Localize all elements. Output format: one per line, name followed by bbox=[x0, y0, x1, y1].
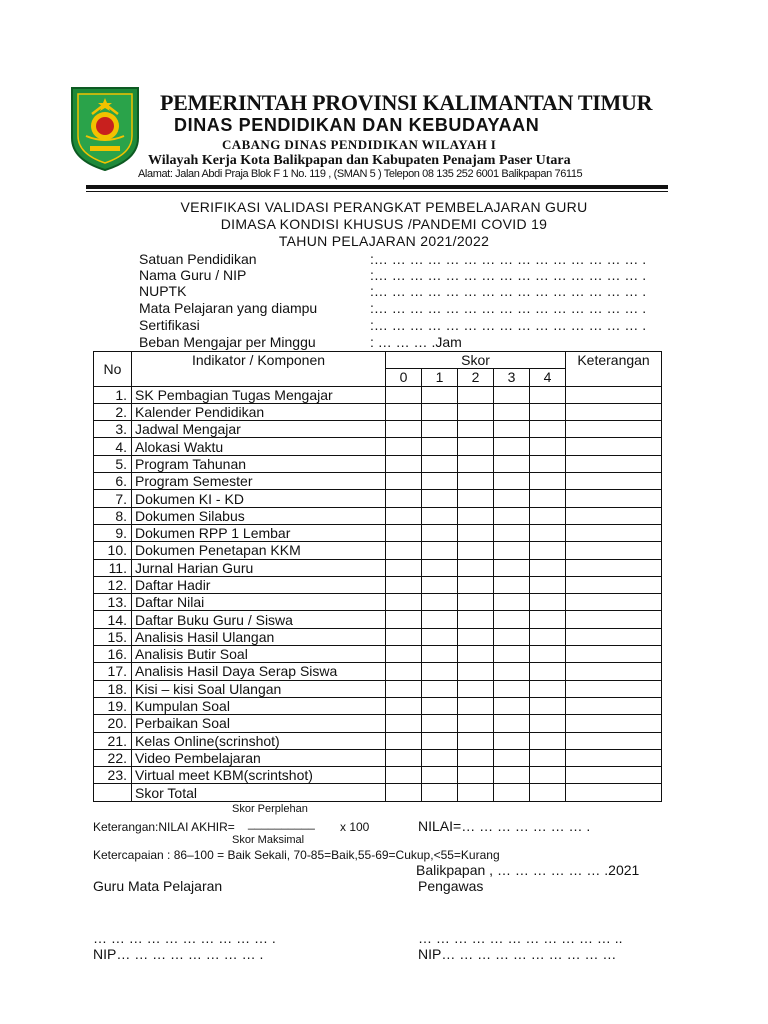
score-cell[interactable] bbox=[458, 507, 494, 524]
total-score-cell[interactable] bbox=[530, 784, 566, 801]
score-cell[interactable] bbox=[494, 767, 530, 784]
score-cell[interactable] bbox=[530, 594, 566, 611]
score-cell[interactable] bbox=[494, 628, 530, 645]
score-cell[interactable] bbox=[422, 646, 458, 663]
score-cell[interactable] bbox=[422, 715, 458, 732]
header-address: Alamat: Jalan Abdi Praja Blok F 1 No. 119 , (SMAN 5 ) Telepon 08 135 252 6001 Balikpapan 76115 bbox=[138, 168, 583, 180]
nilai-field: NILAI=… … … … … … … . bbox=[418, 818, 591, 834]
doc-title: VERIFIKASI VALIDASI PERANGKAT PEMBELAJARAN GURU bbox=[180, 199, 588, 215]
score-cell[interactable] bbox=[494, 663, 530, 680]
row-indicator: Dokumen Penetapan KKM bbox=[132, 542, 386, 559]
table-row bbox=[94, 646, 662, 663]
row-indicator: Jadwal Mengajar bbox=[132, 421, 386, 438]
table-row bbox=[94, 542, 662, 559]
score-cell[interactable] bbox=[458, 542, 494, 559]
score-cell[interactable] bbox=[458, 490, 494, 507]
total-score-cell[interactable] bbox=[458, 784, 494, 801]
score-cell[interactable] bbox=[494, 559, 530, 576]
row-number: 17. bbox=[94, 663, 132, 680]
score-cell[interactable] bbox=[422, 749, 458, 766]
header-indikator: Indikator / Komponen bbox=[132, 352, 386, 387]
keterangan-cell[interactable] bbox=[566, 715, 662, 732]
field-value: :… … … … … … … … … … … … … … … . bbox=[370, 251, 647, 267]
skor-maksimal-label: Skor Maksimal bbox=[232, 834, 305, 846]
keterangan-cell[interactable] bbox=[566, 594, 662, 611]
table-row bbox=[94, 628, 662, 645]
score-cell[interactable] bbox=[386, 732, 422, 749]
row-number: 8. bbox=[94, 507, 132, 524]
keterangan-cell[interactable] bbox=[566, 646, 662, 663]
total-label: Skor Total bbox=[132, 784, 386, 801]
score-cell[interactable] bbox=[458, 732, 494, 749]
keterangan-cell[interactable] bbox=[566, 455, 662, 472]
score-cell[interactable] bbox=[530, 732, 566, 749]
total-score-cell[interactable] bbox=[422, 784, 458, 801]
field-value: :… … … … … … … … … … … … … … … . bbox=[370, 283, 647, 299]
score-cell[interactable] bbox=[530, 680, 566, 697]
score-cell[interactable] bbox=[386, 438, 422, 455]
keterangan-cell[interactable] bbox=[566, 749, 662, 766]
row-indicator: Daftar Nilai bbox=[132, 594, 386, 611]
table-row bbox=[94, 663, 662, 680]
keterangan-cell[interactable] bbox=[566, 663, 662, 680]
row-number: 6. bbox=[94, 473, 132, 490]
score-cell[interactable] bbox=[422, 524, 458, 541]
score-cell[interactable] bbox=[530, 611, 566, 628]
score-cell[interactable] bbox=[386, 594, 422, 611]
row-indicator: Daftar Buku Guru / Siswa bbox=[132, 611, 386, 628]
row-indicator: Dokumen Silabus bbox=[132, 507, 386, 524]
field-value: :… … … … … … … … … … … … … … … . bbox=[370, 300, 647, 316]
score-cell[interactable] bbox=[494, 732, 530, 749]
keterangan-cell[interactable] bbox=[566, 697, 662, 714]
table-row bbox=[94, 490, 662, 507]
score-cell[interactable] bbox=[530, 490, 566, 507]
row-indicator: Kisi – kisi Soal Ulangan bbox=[132, 680, 386, 697]
keterangan-cell[interactable] bbox=[566, 386, 662, 403]
row-indicator: Dokumen RPP 1 Lembar bbox=[132, 524, 386, 541]
score-cell[interactable] bbox=[530, 715, 566, 732]
score-cell[interactable] bbox=[386, 455, 422, 472]
table-row bbox=[94, 438, 662, 455]
row-indicator: Dokumen KI - KD bbox=[132, 490, 386, 507]
score-cell[interactable] bbox=[458, 767, 494, 784]
score-cell[interactable] bbox=[494, 715, 530, 732]
keterangan-cell[interactable] bbox=[566, 524, 662, 541]
score-cell[interactable] bbox=[494, 576, 530, 593]
score-cell[interactable] bbox=[530, 749, 566, 766]
score-cell[interactable] bbox=[422, 542, 458, 559]
score-cell[interactable] bbox=[422, 421, 458, 438]
skor-perolehan-label: Skor Perplehan bbox=[232, 803, 308, 815]
row-number: 14. bbox=[94, 611, 132, 628]
score-cell[interactable] bbox=[386, 767, 422, 784]
total-keterangan-cell[interactable] bbox=[566, 784, 662, 801]
row-indicator: Kalender Pendidikan bbox=[132, 403, 386, 420]
row-number: 9. bbox=[94, 524, 132, 541]
row-number: 2. bbox=[94, 403, 132, 420]
score-cell[interactable] bbox=[530, 628, 566, 645]
keterangan-cell[interactable] bbox=[566, 421, 662, 438]
score-cell[interactable] bbox=[494, 507, 530, 524]
row-indicator: Analisis Hasil Daya Serap Siswa bbox=[132, 663, 386, 680]
row-number: 18. bbox=[94, 680, 132, 697]
field-label: Nama Guru / NIP bbox=[139, 267, 247, 283]
score-cell[interactable] bbox=[422, 438, 458, 455]
doc-subtitle: DIMASA KONDISI KHUSUS /PANDEMI COVID 19 bbox=[220, 216, 548, 232]
score-cell[interactable] bbox=[458, 473, 494, 490]
row-number: 10. bbox=[94, 542, 132, 559]
score-cell[interactable] bbox=[530, 646, 566, 663]
field-value: :… … … … … … … … … … … … … … … . bbox=[370, 267, 647, 283]
keterangan-cell[interactable] bbox=[566, 767, 662, 784]
total-score-cell[interactable] bbox=[386, 784, 422, 801]
keterangan-cell[interactable] bbox=[566, 611, 662, 628]
score-cell[interactable] bbox=[422, 576, 458, 593]
score-cell[interactable] bbox=[386, 576, 422, 593]
score-cell[interactable] bbox=[494, 680, 530, 697]
score-col-1: 1 bbox=[422, 369, 458, 386]
score-cell[interactable] bbox=[386, 490, 422, 507]
keterangan-cell[interactable] bbox=[566, 680, 662, 697]
table-row bbox=[94, 524, 662, 541]
header-skor: Skor bbox=[386, 352, 566, 369]
keterangan-cell[interactable] bbox=[566, 490, 662, 507]
score-cell[interactable] bbox=[422, 732, 458, 749]
table-row bbox=[94, 559, 662, 576]
row-number: 3. bbox=[94, 421, 132, 438]
header-no: No bbox=[94, 352, 132, 387]
score-cell[interactable] bbox=[530, 663, 566, 680]
keterangan-cell[interactable] bbox=[566, 559, 662, 576]
table-row bbox=[94, 715, 662, 732]
table-row bbox=[94, 403, 662, 420]
nilai-akhir-label: Keterangan:NILAI AKHIR= bbox=[93, 820, 235, 834]
fraction-line: __________ bbox=[248, 816, 315, 830]
table-header-row bbox=[94, 352, 662, 369]
score-cell[interactable] bbox=[422, 697, 458, 714]
score-cell[interactable] bbox=[386, 628, 422, 645]
verification-table bbox=[93, 351, 662, 802]
score-cell[interactable] bbox=[458, 628, 494, 645]
row-number: 1. bbox=[94, 386, 132, 403]
doc-year: TAHUN PELAJARAN 2021/2022 bbox=[278, 233, 490, 249]
score-cell[interactable] bbox=[422, 680, 458, 697]
pengawas-signature-line: … … … … … … … … … … … .. bbox=[418, 930, 623, 946]
row-number: 5. bbox=[94, 455, 132, 472]
score-cell[interactable] bbox=[530, 455, 566, 472]
score-cell[interactable] bbox=[458, 697, 494, 714]
header-wilayah: Wilayah Kerja Kota Balikpapan dan Kabupaten Penajam Paser Utara bbox=[148, 153, 571, 168]
keterangan-cell[interactable] bbox=[566, 576, 662, 593]
score-cell[interactable] bbox=[422, 767, 458, 784]
header-divider-thin bbox=[86, 191, 668, 192]
score-col-3: 3 bbox=[494, 369, 530, 386]
score-cell[interactable] bbox=[458, 524, 494, 541]
score-cell[interactable] bbox=[458, 749, 494, 766]
score-cell[interactable] bbox=[386, 507, 422, 524]
score-cell[interactable] bbox=[494, 438, 530, 455]
row-number: 21. bbox=[94, 732, 132, 749]
table-row bbox=[94, 732, 662, 749]
pengawas-label: Pengawas bbox=[418, 878, 484, 894]
score-cell[interactable] bbox=[494, 646, 530, 663]
score-cell[interactable] bbox=[386, 611, 422, 628]
header-cabang: CABANG DINAS PENDIDIKAN WILAYAH I bbox=[222, 137, 497, 152]
total-row bbox=[94, 784, 662, 801]
guru-nip: NIP… … … … … … … … . bbox=[93, 946, 264, 962]
score-cell[interactable] bbox=[386, 749, 422, 766]
score-cell[interactable] bbox=[458, 403, 494, 420]
row-indicator: Program Tahunan bbox=[132, 455, 386, 472]
score-cell[interactable] bbox=[530, 438, 566, 455]
score-cell[interactable] bbox=[422, 559, 458, 576]
total-no bbox=[94, 784, 132, 801]
row-indicator: Virtual meet KBM(scrintshot) bbox=[132, 767, 386, 784]
table-row bbox=[94, 594, 662, 611]
score-cell[interactable] bbox=[386, 663, 422, 680]
row-number: 4. bbox=[94, 438, 132, 455]
score-cell[interactable] bbox=[494, 421, 530, 438]
keterangan-cell[interactable] bbox=[566, 542, 662, 559]
score-cell[interactable] bbox=[422, 507, 458, 524]
score-cell[interactable] bbox=[530, 697, 566, 714]
provincial-emblem-icon bbox=[68, 86, 142, 172]
header-dinas: DINAS PENDIDIKAN DAN KEBUDAYAAN bbox=[174, 115, 540, 135]
row-indicator: Analisis Butir Soal bbox=[132, 646, 386, 663]
field-value: : … … … .Jam bbox=[370, 334, 462, 350]
score-cell[interactable] bbox=[386, 542, 422, 559]
table-row bbox=[94, 697, 662, 714]
score-cell[interactable] bbox=[422, 403, 458, 420]
score-cell[interactable] bbox=[386, 680, 422, 697]
table-row bbox=[94, 473, 662, 490]
total-score-cell[interactable] bbox=[494, 784, 530, 801]
row-indicator: Kumpulan Soal bbox=[132, 697, 386, 714]
pengawas-nip: NIP… … … … … … … … … … bbox=[418, 946, 617, 962]
score-cell[interactable] bbox=[494, 542, 530, 559]
score-cell[interactable] bbox=[530, 767, 566, 784]
score-cell[interactable] bbox=[422, 628, 458, 645]
score-cell[interactable] bbox=[458, 455, 494, 472]
score-cell[interactable] bbox=[386, 421, 422, 438]
score-cell[interactable] bbox=[530, 507, 566, 524]
table-row bbox=[94, 767, 662, 784]
row-indicator: Program Semester bbox=[132, 473, 386, 490]
row-number: 22. bbox=[94, 749, 132, 766]
score-cell[interactable] bbox=[530, 524, 566, 541]
table-row bbox=[94, 611, 662, 628]
score-cell[interactable] bbox=[422, 663, 458, 680]
score-cell[interactable] bbox=[422, 611, 458, 628]
table-row bbox=[94, 455, 662, 472]
score-cell[interactable] bbox=[494, 749, 530, 766]
score-cell[interactable] bbox=[458, 386, 494, 403]
row-number: 12. bbox=[94, 576, 132, 593]
row-number: 7. bbox=[94, 490, 132, 507]
score-cell[interactable] bbox=[458, 594, 494, 611]
times-hundred: x 100 bbox=[340, 820, 370, 834]
row-indicator: Alokasi Waktu bbox=[132, 438, 386, 455]
row-indicator: Analisis Hasil Ulangan bbox=[132, 628, 386, 645]
row-indicator: Daftar Hadir bbox=[132, 576, 386, 593]
field-label: Satuan Pendidikan bbox=[139, 251, 257, 267]
row-number: 11. bbox=[94, 559, 132, 576]
score-cell[interactable] bbox=[494, 490, 530, 507]
row-number: 15. bbox=[94, 628, 132, 645]
score-cell[interactable] bbox=[530, 473, 566, 490]
score-cell[interactable] bbox=[386, 646, 422, 663]
table-row bbox=[94, 680, 662, 697]
table-row bbox=[94, 576, 662, 593]
score-cell[interactable] bbox=[386, 403, 422, 420]
score-cell[interactable] bbox=[458, 611, 494, 628]
table-row bbox=[94, 421, 662, 438]
score-cell[interactable] bbox=[530, 559, 566, 576]
score-cell[interactable] bbox=[458, 715, 494, 732]
row-number: 16. bbox=[94, 646, 132, 663]
row-indicator: Perbaikan Soal bbox=[132, 715, 386, 732]
field-value: :… … … … … … … … … … … … … … … . bbox=[370, 317, 647, 333]
score-cell[interactable] bbox=[386, 386, 422, 403]
score-cell[interactable] bbox=[386, 524, 422, 541]
ketercapaian-text: Ketercapaian : 86–100 = Baik Sekali, 70-85=Baik,55-69=Cukup,<55=Kurang bbox=[93, 848, 500, 862]
guru-signature-line: … … … … … … … … … … . bbox=[93, 930, 276, 946]
keterangan-cell[interactable] bbox=[566, 473, 662, 490]
score-cell[interactable] bbox=[458, 576, 494, 593]
header-province: PEMERINTAH PROVINSI KALIMANTAN TIMUR bbox=[160, 90, 653, 115]
score-cell[interactable] bbox=[386, 473, 422, 490]
score-cell[interactable] bbox=[494, 473, 530, 490]
row-number: 19. bbox=[94, 697, 132, 714]
keterangan-cell[interactable] bbox=[566, 628, 662, 645]
row-number: 20. bbox=[94, 715, 132, 732]
guru-label: Guru Mata Pelajaran bbox=[93, 878, 223, 894]
score-cell[interactable] bbox=[494, 455, 530, 472]
field-label: NUPTK bbox=[139, 283, 187, 299]
score-cell[interactable] bbox=[530, 576, 566, 593]
score-cell[interactable] bbox=[458, 680, 494, 697]
row-number: 13. bbox=[94, 594, 132, 611]
row-indicator: SK Pembagian Tugas Mengajar bbox=[132, 386, 386, 403]
score-cell[interactable] bbox=[422, 455, 458, 472]
place-date: Balikpapan , … … … … … … .2021 bbox=[416, 862, 640, 878]
header-keterangan: Keterangan bbox=[566, 352, 662, 387]
keterangan-cell[interactable] bbox=[566, 507, 662, 524]
score-cell[interactable] bbox=[458, 559, 494, 576]
keterangan-cell[interactable] bbox=[566, 732, 662, 749]
score-cell[interactable] bbox=[494, 403, 530, 420]
score-cell[interactable] bbox=[494, 386, 530, 403]
score-cell[interactable] bbox=[530, 421, 566, 438]
score-cell[interactable] bbox=[494, 594, 530, 611]
score-cell[interactable] bbox=[494, 524, 530, 541]
header-divider bbox=[86, 185, 668, 189]
score-cell[interactable] bbox=[422, 473, 458, 490]
table-row bbox=[94, 386, 662, 403]
score-col-2: 2 bbox=[458, 369, 494, 386]
row-number: 23. bbox=[94, 767, 132, 784]
row-indicator: Video Pembelajaran bbox=[132, 749, 386, 766]
score-cell[interactable] bbox=[422, 386, 458, 403]
score-cell[interactable] bbox=[530, 386, 566, 403]
table-row bbox=[94, 749, 662, 766]
field-label: Sertifikasi bbox=[139, 317, 200, 333]
score-cell[interactable] bbox=[386, 697, 422, 714]
score-cell[interactable] bbox=[530, 403, 566, 420]
score-cell[interactable] bbox=[458, 646, 494, 663]
score-cell[interactable] bbox=[422, 490, 458, 507]
score-cell[interactable] bbox=[494, 611, 530, 628]
score-cell[interactable] bbox=[386, 715, 422, 732]
score-col-4: 4 bbox=[530, 369, 566, 386]
score-cell[interactable] bbox=[458, 438, 494, 455]
field-label: Mata Pelajaran yang diampu bbox=[139, 300, 318, 316]
keterangan-cell[interactable] bbox=[566, 403, 662, 420]
score-col-0: 0 bbox=[386, 369, 422, 386]
score-cell[interactable] bbox=[494, 697, 530, 714]
field-label: Beban Mengajar per Minggu bbox=[139, 334, 316, 350]
score-cell[interactable] bbox=[422, 594, 458, 611]
table-row bbox=[94, 507, 662, 524]
row-indicator: Kelas Online(scrinshot) bbox=[132, 732, 386, 749]
score-cell[interactable] bbox=[530, 542, 566, 559]
score-cell[interactable] bbox=[386, 559, 422, 576]
keterangan-cell[interactable] bbox=[566, 438, 662, 455]
score-cell[interactable] bbox=[458, 421, 494, 438]
score-cell[interactable] bbox=[458, 663, 494, 680]
row-indicator: Jurnal Harian Guru bbox=[132, 559, 386, 576]
